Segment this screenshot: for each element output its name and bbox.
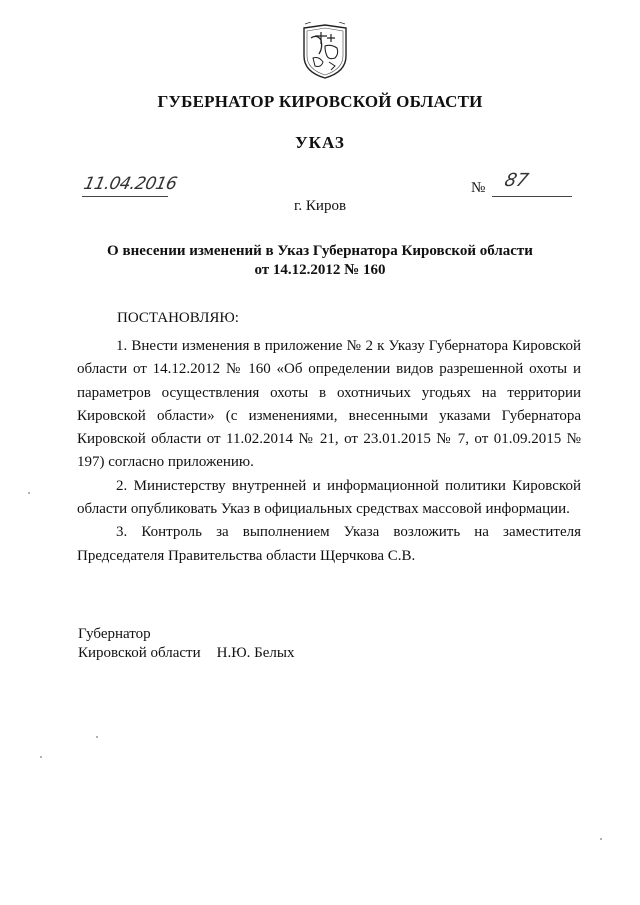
place-of-issue: г. Киров bbox=[293, 198, 347, 214]
document-subject bbox=[90, 242, 550, 280]
signatory-title-line-2: Кировской области bbox=[78, 645, 201, 661]
handwritten-number: 87 bbox=[502, 170, 531, 191]
scan-speck bbox=[28, 492, 30, 494]
issuer-heading: ГУБЕРНАТОР КИРОВСКОЙ ОБЛАСТИ bbox=[157, 92, 483, 111]
document-type-heading: УКАЗ bbox=[295, 133, 345, 152]
scan-speck bbox=[600, 838, 602, 840]
decree-paragraph-1: 1. Внести изменения в приложение № 2 к Указу Губернатора Кировской области от 14.12.2012 № 160 «Об определении видов разрешенной охоты и параметров осуществления охоты в охотничьих угодьях на территории Кировской области» (с изменениями, внесенными указами Губернатора Кировской области от 11.02.2014 № 21, от 23.01.2015 № 7, от 01.09.2015 № 197) согласно приложению. bbox=[77, 338, 581, 471]
number-label: № bbox=[471, 180, 486, 196]
decree-paragraph-3: 3. Контроль за выполнением Указа возложить на заместителя Председателя Правительства области Щерчкова С.В. bbox=[77, 524, 581, 564]
handwritten-date: 11.04.2016 bbox=[81, 174, 179, 194]
subject-line-2: от 14.12.2012 № 160 bbox=[254, 262, 386, 278]
signature-block bbox=[78, 625, 294, 663]
kirov-oblast-coat-of-arms-icon bbox=[301, 22, 349, 80]
date-underline bbox=[82, 196, 168, 197]
decree-word: ПОСТАНОВЛЯЮ: bbox=[117, 310, 239, 326]
signatory-name: Н.Ю. Белых bbox=[216, 645, 295, 661]
decree-paragraph-2: 2. Министерству внутренней и информационной политики Кировской области опубликовать Указ в официальных средствах массовой информации. bbox=[77, 477, 581, 518]
subject-line-1: О внесении изменений в Указ Губернатора Кировской области bbox=[107, 243, 533, 259]
number-underline bbox=[492, 196, 572, 197]
scan-speck bbox=[96, 736, 98, 738]
decree-body bbox=[77, 335, 581, 568]
scan-speck bbox=[40, 756, 42, 758]
signatory-title-line-1: Губернатор bbox=[78, 626, 151, 642]
